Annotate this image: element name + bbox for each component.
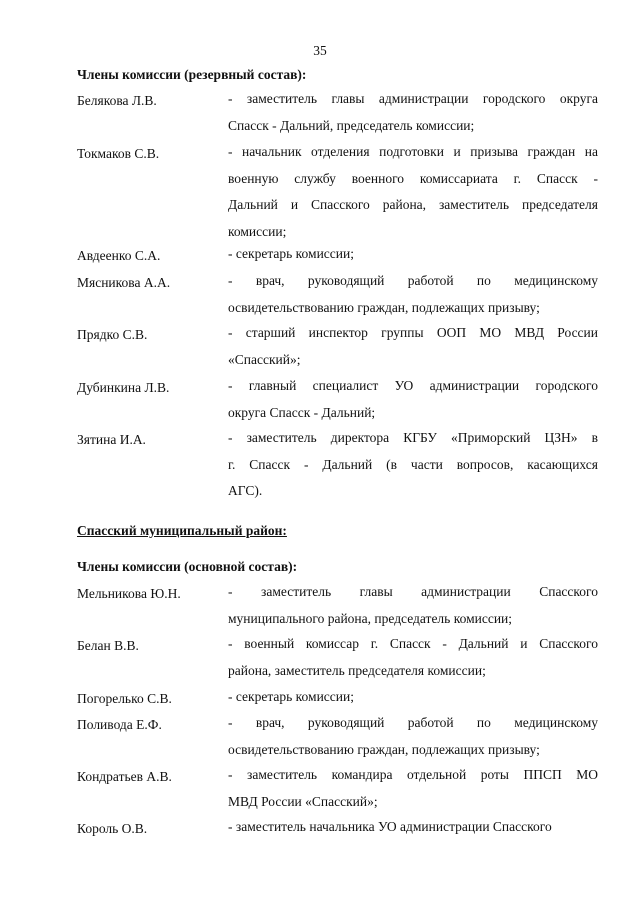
member-role [228,579,598,632]
member-role-line: - врач, руководящий работой по медицинскому [228,715,598,730]
member-role [228,86,598,139]
member-name: Поливода Е.Ф. [77,717,162,732]
member-role-line: «Спасский»; [228,351,301,367]
member-role-line: - секретарь комиссии; [228,689,354,704]
member-role-line: - секретарь комиссии; [228,246,354,261]
member-name: Авдеенко С.А. [77,248,161,263]
member-role-line: АГС). [228,483,263,498]
member-role-line: - главный специалист УО администрации городского [228,378,598,393]
member-role-line: военную службу военного комиссариата г. Спасск - [228,170,598,186]
member-name: Дубинкина Л.В. [77,380,170,395]
member-role-line: - врач, руководящий работой по медицинскому [228,273,598,288]
member-name: Мясникова А.А. [77,275,171,290]
member-role [228,320,598,373]
member-role-line: освидетельствованию граждан, подлежащих призыву; [228,299,540,315]
member-role-line: - заместитель начальника УО администрации Спасского [228,819,552,834]
member-role-line: - старший инспектор группы ООП МО МВД России [228,325,598,340]
member-role-line: - заместитель главы администрации городского округа [228,91,598,106]
district-heading: Спасский муниципальный район: [77,523,287,538]
member-role-line: Спасск - Дальний, председатель комиссии; [228,117,475,133]
member-name: Король О.В. [77,821,148,836]
member-role [228,268,598,321]
member-role [228,710,598,763]
member-role [228,139,598,245]
member-name: Зятина И.А. [77,432,146,447]
member-role-line: округа Спасск - Дальний; [228,404,376,420]
reserve-members-heading: Члены комиссии (резервный состав): [77,67,307,82]
member-role [228,241,598,268]
member-role [228,373,598,426]
member-name: Погорелько С.В. [77,691,172,706]
member-role [228,762,598,815]
member-name: Кондратьев А.В. [77,769,172,784]
member-role-line: МВД России «Спасский»; [228,793,378,809]
member-role [228,684,598,711]
member-role-line: - заместитель командира отдельной роты ППСП МО [228,767,598,782]
main-members-heading: Члены комиссии (основной состав): [77,559,298,574]
member-role-line: Дальний и Спасского района, заместитель председателя [228,197,598,212]
member-role [228,425,598,505]
member-role-line: - заместитель директора КГБУ «Приморский ЦЗН» в [228,430,598,445]
member-role-line: - военный комиссар г. Спасск - Дальний и Спасского [228,636,598,651]
member-role-line: освидетельствованию граждан, подлежащих призыву; [228,741,540,757]
member-name: Прядко С.В. [77,327,148,342]
member-role-line: комиссии; [228,223,287,239]
member-role [228,631,598,684]
member-role-line: муниципального района, председатель комиссии; [228,610,513,626]
page-number: 35 [313,43,327,58]
member-name: Мельникова Ю.Н. [77,586,181,601]
member-name: Белан В.В. [77,638,139,653]
member-role-line: - заместитель главы администрации Спасского [228,584,598,599]
member-name: Токмаков С.В. [77,146,160,161]
member-name: Белякова Л.В. [77,93,157,108]
member-role-line: - начальник отделения подготовки и призыва граждан на [228,144,598,159]
member-role-line: г. Спасск - Дальний (в части вопросов, касающихся [228,456,598,472]
member-role-line: района, заместитель председателя комиссии; [228,662,486,678]
member-role [228,814,598,841]
